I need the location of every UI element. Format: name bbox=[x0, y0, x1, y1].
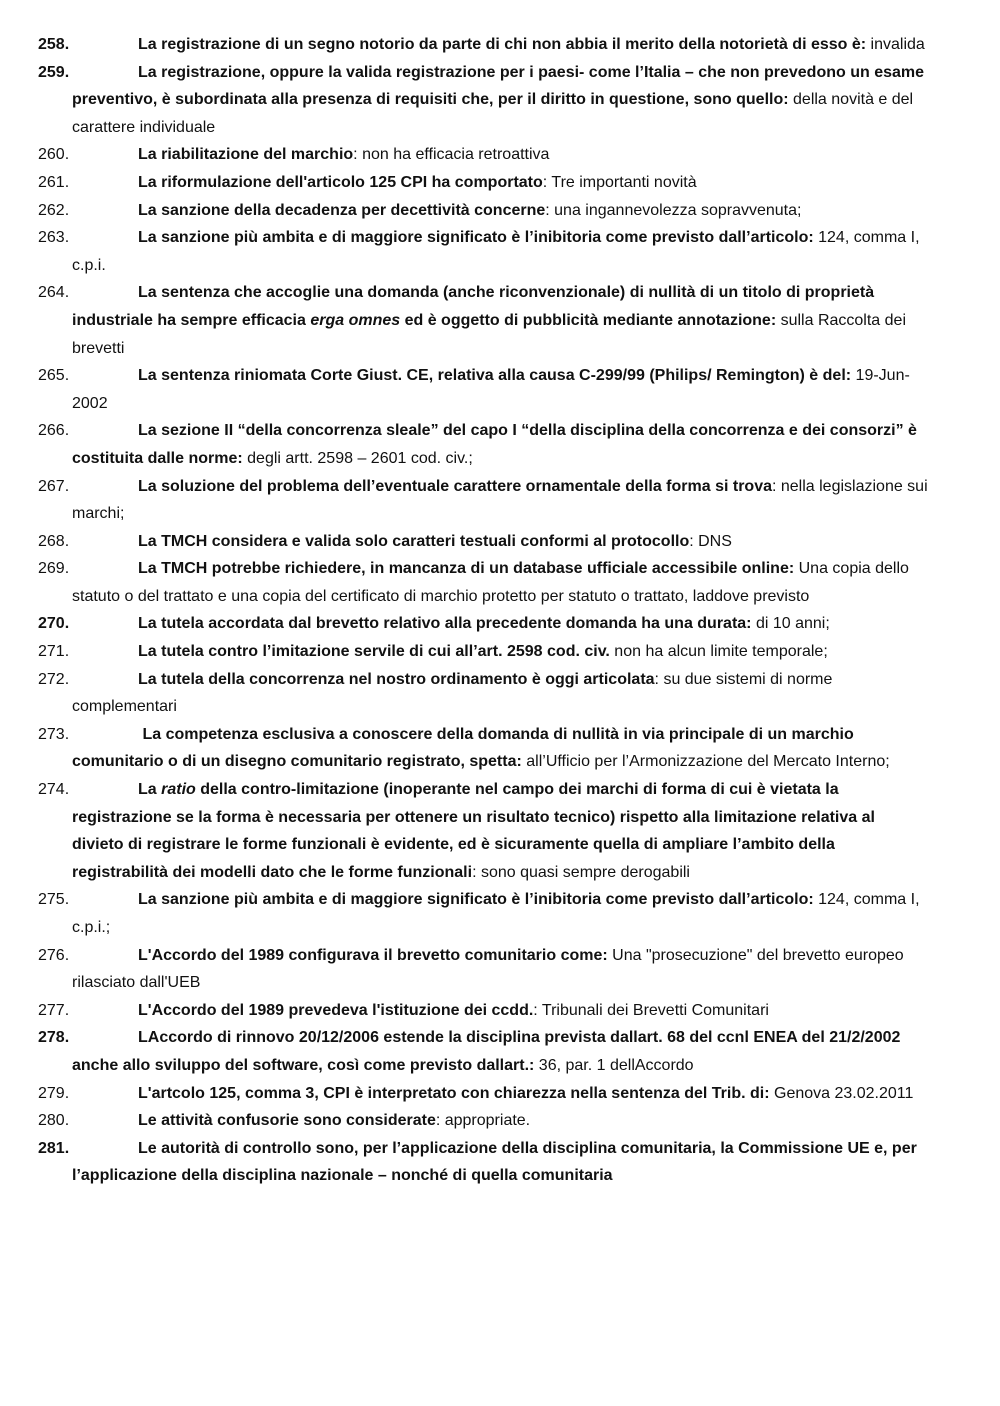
list-item bbox=[38, 279, 928, 362]
answer-text: : Tre importanti novità bbox=[542, 173, 697, 191]
item-number: 276. bbox=[38, 946, 70, 964]
list-item bbox=[38, 141, 928, 169]
list-item bbox=[38, 997, 928, 1025]
answer-text: : non ha efficacia retroattiva bbox=[353, 146, 550, 164]
list-item bbox=[38, 942, 928, 997]
item-number: 273. bbox=[38, 725, 70, 743]
item-number: 262. bbox=[38, 201, 70, 219]
answer-text: 36, par. 1 dellAccordo bbox=[534, 1056, 694, 1074]
question-fragment: ed è oggetto di pubblicità mediante annotazione: bbox=[400, 311, 777, 329]
item-number: 279. bbox=[38, 1084, 70, 1102]
italic-term: ratio bbox=[161, 781, 196, 799]
item-number: 271. bbox=[38, 643, 70, 661]
answer-text: : su due sistemi di norme complementari bbox=[72, 670, 833, 716]
list-item bbox=[38, 59, 928, 142]
item-number: 272. bbox=[38, 670, 70, 688]
answer-text: della novità e del carattere individuale bbox=[72, 91, 914, 136]
question-fragment: della contro-limitazione (inoperante nel campo dei marchi di forma di cui è vietata la registrazione se la forma è necessaria per ottenere un risultato tecnico) rispetto alla limitazione relativa al divieto di registrare le forme funzionali è evidente, ed è sicuramente quella di ampliare l’ambito della registrabilità dei modelli dato che le forme funzionali bbox=[72, 781, 875, 881]
answer-text: : DNS bbox=[689, 532, 732, 550]
item-number: 261. bbox=[38, 173, 70, 191]
answer-text: : appropriate. bbox=[435, 1112, 531, 1130]
list-item bbox=[38, 224, 928, 279]
question-text: La tutela della concorrenza nel nostro ordinamento è oggi articolata bbox=[138, 670, 655, 688]
item-number: 260. bbox=[38, 146, 70, 164]
answer-text: : una ingannevolezza sopravvenuta; bbox=[545, 201, 802, 219]
question-fragment: La sentenza che accoglie una domanda (anche riconvenzionale) di nullità di un titolo di proprietà industriale ha sempre efficacia bbox=[72, 284, 875, 329]
answer-text: invalida bbox=[866, 36, 925, 53]
answer-text: di 10 anni; bbox=[751, 615, 830, 633]
item-number: 264. bbox=[38, 284, 70, 302]
list-item bbox=[38, 886, 928, 941]
list-item bbox=[38, 555, 928, 610]
answer-text: sulla Raccolta dei brevetti bbox=[72, 311, 906, 357]
item-number: 267. bbox=[38, 477, 70, 495]
item-number: 266. bbox=[38, 422, 70, 440]
list-item bbox=[38, 1135, 928, 1190]
item-number: 275. bbox=[38, 891, 70, 909]
answer-text: : sono quasi sempre derogabili bbox=[472, 863, 690, 881]
question-text: La registrazione di un segno notorio da parte di chi non abbia il merito della notorietà di esso è: bbox=[138, 36, 867, 53]
question-text: La sanzione della decadenza per decettività concerne bbox=[138, 201, 546, 219]
item-number: 274. bbox=[38, 781, 70, 799]
question-text bbox=[72, 284, 874, 329]
answer-text: non ha alcun limite temporale; bbox=[609, 643, 828, 661]
question-text: L'Accordo del 1989 prevedeva l'istituzione dei ccdd. bbox=[138, 1001, 534, 1019]
question-text: La sanzione più ambita e di maggiore significato è l’inibitoria come previsto dall’articolo: bbox=[138, 891, 814, 909]
question-text: Le autorità di controllo sono, per l’applicazione della disciplina comunitaria, la Commissione UE e, per l’applicazione della disciplina nazionale – nonché di quella comunitaria bbox=[72, 1139, 917, 1185]
question-text: La tutela accordata dal brevetto relativo alla precedente domanda ha una durata: bbox=[138, 615, 752, 633]
list-item bbox=[38, 528, 928, 556]
list-item bbox=[38, 362, 928, 417]
question-fragment: La bbox=[138, 781, 162, 799]
italic-term: erga omnes bbox=[310, 311, 401, 329]
item-number: 280. bbox=[38, 1112, 70, 1130]
answer-text: 19-Jun-2002 bbox=[72, 367, 910, 412]
question-text: La sanzione più ambita e di maggiore significato è l’inibitoria come previsto dall’articolo: bbox=[138, 229, 814, 247]
item-number: 270. bbox=[38, 615, 70, 633]
item-number: 258. bbox=[38, 36, 70, 53]
question-text: La sentenza riniomata Corte Giust. CE, relativa alla causa C-299/99 (Philips/ Remington) è del: bbox=[138, 367, 852, 385]
list-item bbox=[38, 666, 928, 721]
list-item bbox=[38, 169, 928, 197]
question-text: La registrazione, oppure la valida registrazione per i paesi- come l’Italia – che non prevedono un esame preventivo, è subordinata alla presenza di requisiti che, per il diritto in questione, sono quello: bbox=[72, 63, 925, 109]
list-item bbox=[38, 776, 928, 886]
answer-text: : nella legislazione sui marchi; bbox=[72, 477, 928, 523]
item-number: 269. bbox=[38, 560, 70, 578]
question-text: La TMCH potrebbe richiedere, in mancanza di un database ufficiale accessibile online: bbox=[138, 560, 795, 578]
list-item bbox=[38, 31, 928, 59]
item-number: 277. bbox=[38, 1001, 70, 1019]
list-item bbox=[38, 638, 928, 666]
question-text: La riformulazione dell'articolo 125 CPI ha comportato bbox=[138, 173, 543, 191]
question-text: L'artcolo 125, comma 3, CPI è interpretato con chiarezza nella sentenza del Trib. di: bbox=[138, 1084, 770, 1102]
question-text: Le attività confusorie sono considerate bbox=[138, 1112, 436, 1130]
question-text: L'Accordo del 1989 configurava il brevetto comunitario come: bbox=[138, 946, 608, 964]
item-number: 278. bbox=[38, 1029, 70, 1047]
item-number: 268. bbox=[38, 532, 70, 550]
answer-text: Una copia dello statuto o del trattato e una copia del certificato di marchio protetto per statuto o trattato, laddove previsto bbox=[72, 560, 909, 605]
item-number: 265. bbox=[38, 367, 70, 385]
question-text: La TMCH considera e valida solo caratteri testuali conformi al protocollo bbox=[138, 532, 690, 550]
question-text: La soluzione del problema dell’eventuale carattere ornamentale della forma si trova bbox=[138, 477, 772, 495]
list-item bbox=[38, 721, 928, 776]
list-item bbox=[38, 610, 928, 638]
item-number: 259. bbox=[38, 63, 70, 81]
question-text: La tutela contro l’imitazione servile di cui all’art. 2598 cod. civ. bbox=[138, 643, 610, 661]
answer-text: 124, comma I, c.p.i. bbox=[72, 229, 920, 274]
item-number: 263. bbox=[38, 229, 70, 247]
document-page bbox=[38, 31, 928, 1190]
item-number: 281. bbox=[38, 1139, 70, 1157]
answer-text: degli artt. 2598 – 2601 cod. civ.; bbox=[242, 449, 473, 467]
list-item bbox=[38, 1080, 928, 1108]
list-item bbox=[38, 473, 928, 528]
list-item bbox=[38, 1024, 928, 1079]
question-text: LAccordo di rinnovo 20/12/2006 estende la disciplina prevista dallart. 68 del ccnl ENEA del 21/2/2002 anche allo sviluppo del software, così come previsto dallart.: bbox=[72, 1029, 901, 1074]
list-item bbox=[38, 197, 928, 225]
question-text: La sezione II “della concorrenza sleale” del capo I “della disciplina della concorrenza e dei consorzi” è costituita dalle norme: bbox=[72, 422, 917, 467]
answer-text: Genova 23.02.2011 bbox=[769, 1084, 914, 1102]
list-item bbox=[38, 1107, 928, 1135]
answer-text: 124, comma I, c.p.i.; bbox=[72, 891, 920, 936]
question-text: La competenza esclusiva a conoscere della domanda di nullità in via principale di un marchio comunitario o di un disegno comunitario registrato, spetta: bbox=[72, 725, 854, 771]
answer-text: Una "prosecuzione" del brevetto europeo rilasciato dall'UEB bbox=[72, 946, 904, 992]
question-text: La riabilitazione del marchio bbox=[138, 146, 354, 164]
answer-text: all’Ufficio per l’Armonizzazione del Mercato Interno; bbox=[521, 753, 890, 771]
list-item bbox=[38, 417, 928, 472]
answer-text: : Tribunali dei Brevetti Comunitari bbox=[533, 1001, 769, 1019]
